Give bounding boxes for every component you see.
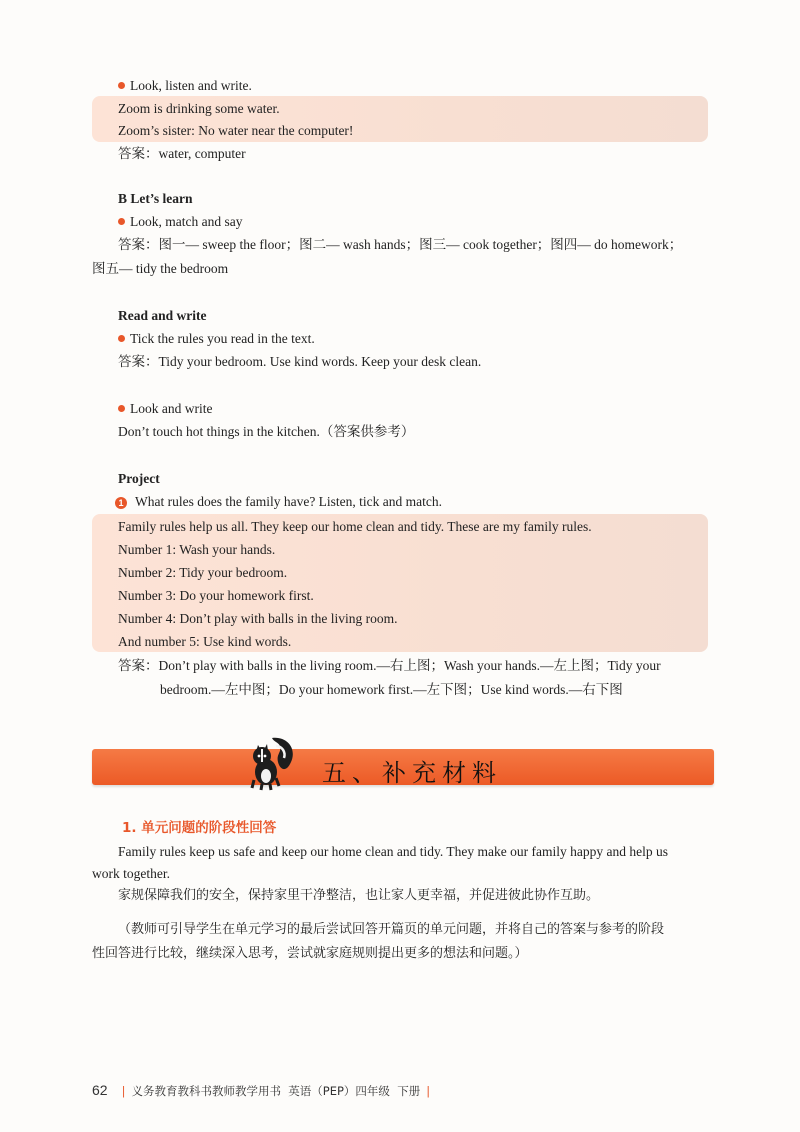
banner-title: 五、补充材料 <box>322 759 502 787</box>
answer-text-continued: 图五— tidy the bedroom <box>92 261 229 276</box>
subject-grade: 英语（PEP）四年级 <box>288 1084 390 1098</box>
page-number: 62 <box>92 1082 108 1098</box>
number-badge: 1 <box>115 497 127 509</box>
book-title: 义务教育教科书教师教学用书 <box>131 1084 281 1098</box>
chinese-answer-text: 家规保障我们的安全，保持家里干净整洁，也让家人更幸福，并促进彼此协作互助。 <box>118 888 600 903</box>
english-answer-text: Family rules keep us safe and keep our home clean and tidy. They make our family happy and help us <box>118 844 668 859</box>
subsection-heading: 1. 单元问题的阶段性回答 <box>122 820 277 836</box>
section-heading-lets-learn: B Let’s learn <box>118 191 193 206</box>
page-footer: 62 | 义务教育教科书教师教学用书 英语（PEP）四年级 下册 | <box>92 1082 431 1098</box>
english-answer-text-continued: work together. <box>92 866 170 881</box>
dialogue-line: Zoom’s sister: No water near the computer! <box>118 123 354 138</box>
answer-text: 答案：图一— sweep the floor；图二— wash hands；图三— cook together；图四— do homework； <box>118 237 683 252</box>
instruction-look-listen-write: Look, listen and write. <box>118 77 252 95</box>
project-question <box>115 493 442 511</box>
family-rules-line: Number 4: Don’t play with balls in the living room. <box>118 611 398 626</box>
instruction-look-match-say: Look, match and say <box>118 213 242 231</box>
family-rules-line: And number 5: Use kind words. <box>118 634 292 649</box>
instruction-look-write: Look and write <box>118 400 212 418</box>
project-question-text: What rules does the family have? Listen, tick and match. <box>135 494 443 509</box>
teacher-note: （教师可引导学生在单元学习的最后尝试回答开篇页的单元问题，并将自己的答案与参考的阶段 <box>118 922 665 937</box>
teacher-note-continued: 性回答进行比较，继续深入思考，尝试就家庭规则提出更多的想法和问题。） <box>92 946 528 961</box>
volume: 下册 <box>397 1084 421 1098</box>
family-rules-line: Number 3: Do your homework first. <box>118 588 314 603</box>
dialogue-line: Zoom is drinking some water. <box>118 101 280 116</box>
family-rules-line: Number 1: Wash your hands. <box>118 542 276 557</box>
answer-text: 答案：Don’t play with balls in the living room.—右上图；Wash your hands.—左上图；Tidy your <box>118 658 661 673</box>
answer-text: 答案：water, computer <box>118 146 246 161</box>
answer-text: 答案：Tidy your bedroom. Use kind words. Keep your desk clean. <box>118 354 482 369</box>
section-heading-project: Project <box>118 471 160 486</box>
family-rules-line: Family rules help us all. They keep our home clean and tidy. These are my family rules. <box>118 519 592 534</box>
skunk-mascot-icon <box>240 732 300 792</box>
answer-text: Don’t touch hot things in the kitchen.（答案供参考） <box>118 424 415 439</box>
family-rules-line: Number 2: Tidy your bedroom. <box>118 565 288 580</box>
instruction-tick-rules: Tick the rules you read in the text. <box>118 330 315 348</box>
section-heading-read-write: Read and write <box>118 308 207 323</box>
answer-text-continued: bedroom.—左中图；Do your homework first.—左下图；Use kind words.—右下图 <box>160 682 623 697</box>
